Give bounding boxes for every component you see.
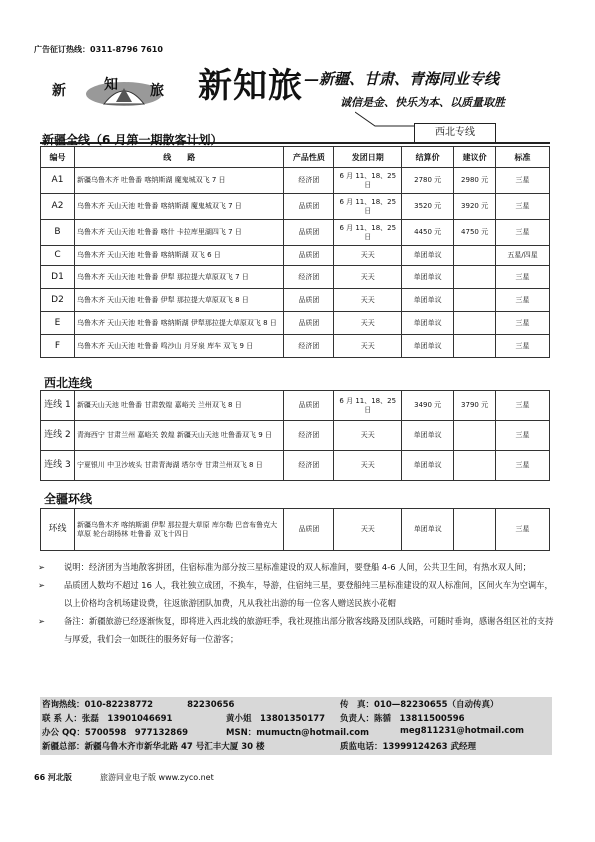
row-id: B	[41, 220, 75, 246]
row-settle: 单团单议	[402, 246, 454, 266]
row-type: 经济团	[284, 421, 334, 451]
contact-hq: 新疆总部：新疆乌鲁木齐市新华北路 47 号汇丰大厦 30 楼	[42, 742, 265, 752]
xinjiang-table	[40, 146, 550, 358]
row-route: 乌鲁木齐 天山天池 吐鲁番 鸣沙山 月牙泉 库车 双飞 9 日	[74, 335, 284, 358]
row-std: 三星	[496, 391, 550, 421]
bullet-arrow-icon: ➢	[38, 562, 45, 572]
row-settle: 单团单议	[402, 509, 454, 551]
row-date: 6 月 11、18、25 日	[334, 391, 402, 421]
row-date: 6 月 11、18、25 日	[334, 220, 402, 246]
row-id: 环线	[41, 509, 75, 551]
note-text: 品质团人数均不超过 16 人，我社独立成团，不换车，导游，住宿纯三星，要登船纯三星标准建设的双人标准间，区间火车为空调车，以上价格均含机场建设费，往返旅游团队加费，凡从我社出游的每一位客人赠送民族小花帽	[64, 580, 553, 608]
table-row	[41, 312, 550, 335]
row-id: D1	[41, 266, 75, 289]
table-row	[41, 194, 550, 220]
row-route: 乌鲁木齐 天山天池 吐鲁番 喀纳斯湖 双飞 6 日	[74, 246, 284, 266]
contact-qq: 办公 QQ：5700598 977132869	[42, 728, 189, 738]
table-row	[41, 266, 550, 289]
logo-char-1: 新	[52, 83, 66, 99]
header-cell: 编号	[41, 147, 75, 168]
row-std: 三星	[496, 266, 550, 289]
northwest-table	[40, 390, 550, 481]
header-cell: 产品性质	[284, 147, 334, 168]
contact-email: meg811231@hotmail.com	[400, 726, 525, 736]
table-row	[41, 246, 550, 266]
row-id: 连线 2	[41, 421, 75, 451]
row-std: 三星	[496, 289, 550, 312]
row-type: 经济团	[284, 335, 334, 358]
row-suggest: 2980 元	[454, 168, 496, 194]
row-suggest: 3920 元	[454, 194, 496, 220]
table-row	[41, 335, 550, 358]
row-std: 三星	[496, 312, 550, 335]
row-date: 天天	[334, 312, 402, 335]
row-type: 经济团	[284, 168, 334, 194]
row-route: 青海西宁 甘肃兰州 嘉峪关 敦煌 新疆天山天池 吐鲁番双飞 9 日	[74, 421, 283, 451]
contact-msn: MSN：mumuctn@hotmail.com	[226, 728, 370, 738]
xinjiang-title: 新疆全线（6 月第一期散客计划）	[42, 133, 223, 147]
table-row	[41, 421, 550, 451]
row-settle: 单团单议	[402, 312, 454, 335]
row-id: 连线 1	[41, 391, 75, 421]
row-date: 天天	[334, 266, 402, 289]
row-settle: 单团单议	[402, 335, 454, 358]
note-item	[38, 612, 558, 648]
row-type: 品质团	[284, 220, 334, 246]
contact-quality: 质监电话：13999124263 武经理	[340, 742, 477, 752]
row-date: 天天	[334, 335, 402, 358]
row-type: 品质团	[284, 312, 334, 335]
row-id: C	[41, 246, 75, 266]
row-suggest	[454, 289, 496, 312]
row-std: 三星	[496, 168, 550, 194]
row-route: 乌鲁木齐 天山天池 吐鲁番 伊犁 那拉提大草原双飞 7 日	[74, 266, 284, 289]
row-suggest: 3790 元	[454, 391, 496, 421]
row-date: 天天	[334, 246, 402, 266]
header-cell: 建议价	[454, 147, 496, 168]
table-row	[41, 220, 550, 246]
row-id: 连线 3	[41, 451, 75, 481]
row-settle: 单团单议	[402, 451, 454, 481]
contact-person-1: 联 系 人：张磊 13901046691	[42, 714, 173, 724]
row-type: 经济团	[284, 451, 334, 481]
northwest-title: 西北连线	[44, 376, 93, 390]
row-route: 宁夏银川 中卫沙坡头 甘肃青海湖 塔尔寺 甘肃兰州双飞 8 日	[74, 451, 283, 481]
row-id: A2	[41, 194, 75, 220]
brand-slogan: —新疆、甘肃、青海同业专线	[304, 70, 500, 88]
header-cell: 结算价	[402, 147, 454, 168]
northwest-tag: 西北专线	[414, 123, 496, 143]
row-suggest	[454, 246, 496, 266]
row-std: 五星/四星	[496, 246, 550, 266]
row-suggest	[454, 266, 496, 289]
row-std: 三星	[496, 220, 550, 246]
row-route: 乌鲁木齐 天山天池 吐鲁番 喀纳斯湖 伊犁那拉提大草原双飞 8 日	[74, 312, 284, 335]
notes	[38, 558, 558, 648]
note-text: 备注：新疆旅游已经逐渐恢复，即将进入西北线的旅游旺季，我社现推出部分散客线路及团队线路，可随时垂询，感谢各组区社的支持与厚爱，我们会一如既往的服务好每一位游客；	[64, 616, 554, 644]
ad-hotline: 广告征订热线：0311-8796 7610	[34, 45, 163, 54]
table-row	[41, 451, 550, 481]
note-text: 说明：经济团为当地散客拼团，住宿标准为部分按三星标准建设的双人标准间，要登船 4-6 人间，公共卫生间，有热水双人间；	[64, 562, 531, 572]
row-date: 天天	[334, 509, 402, 551]
row-std: 三星	[496, 451, 550, 481]
note-item	[38, 576, 558, 612]
row-suggest	[454, 335, 496, 358]
row-settle: 3520 元	[402, 194, 454, 220]
brand-subslogan: 诚信是金、快乐为本、以质量取胜	[340, 96, 505, 109]
contact-panel	[40, 697, 552, 755]
loop-title: 全疆环线	[44, 492, 93, 506]
row-route: 乌鲁木齐 天山天池 吐鲁番 喀纳斯湖 魔鬼城双飞 7 日	[74, 194, 284, 220]
header-cell: 发团日期	[334, 147, 402, 168]
bullet-arrow-icon: ➢	[38, 580, 45, 590]
header-cell: 线 路	[74, 147, 284, 168]
row-settle: 4450 元	[402, 220, 454, 246]
row-route: 乌鲁木齐 天山天池 吐鲁番 喀什 卡拉库里湖四飞 7 日	[74, 220, 284, 246]
row-type: 品质团	[284, 246, 334, 266]
row-type: 品质团	[284, 289, 334, 312]
row-type: 品质团	[284, 391, 334, 421]
row-settle: 单团单议	[402, 266, 454, 289]
row-std: 三星	[496, 335, 550, 358]
row-suggest	[454, 451, 496, 481]
contact-person-2: 黄小姐 13801350177	[226, 714, 326, 724]
row-std: 三星	[496, 509, 550, 551]
row-date: 天天	[334, 421, 402, 451]
row-date: 6 月 11、18、25 日	[334, 168, 402, 194]
contact-manager: 负责人：陈循 13811500596	[340, 714, 465, 724]
table-row	[41, 168, 550, 194]
row-suggest	[454, 312, 496, 335]
row-suggest	[454, 421, 496, 451]
row-route: 新疆天山天池 吐鲁番 甘肃敦煌 嘉峪关 兰州双飞 8 日	[74, 391, 283, 421]
row-id: D2	[41, 289, 75, 312]
footer-page: 66 河北版	[34, 773, 72, 782]
loop-table	[40, 508, 550, 551]
row-id: A1	[41, 168, 75, 194]
logo-artwork	[46, 72, 196, 118]
brand-name: 新知旅	[198, 66, 303, 106]
row-suggest: 4750 元	[454, 220, 496, 246]
note-item	[38, 558, 558, 576]
row-route: 新疆乌鲁木齐 吐鲁番 喀纳斯湖 魔鬼城双飞 7 日	[74, 168, 284, 194]
table-row	[41, 391, 550, 421]
row-id: F	[41, 335, 75, 358]
row-type: 经济团	[284, 266, 334, 289]
table-header-row	[41, 147, 550, 168]
row-id: E	[41, 312, 75, 335]
row-settle: 2780 元	[402, 168, 454, 194]
row-settle: 单团单议	[402, 289, 454, 312]
contact-hotline: 咨询热线：010-82238772 82230656	[42, 700, 235, 710]
contact-fax: 传 真：010—82230655（自动传真）	[340, 700, 499, 710]
row-settle: 单团单议	[402, 421, 454, 451]
row-date: 天天	[334, 451, 402, 481]
row-date: 天天	[334, 289, 402, 312]
row-std: 三星	[496, 194, 550, 220]
row-date: 6 月 11、18、25 日	[334, 194, 402, 220]
logo-char-2: 知	[104, 77, 118, 93]
row-settle: 3490 元	[402, 391, 454, 421]
table-row	[41, 509, 550, 551]
bullet-arrow-icon: ➢	[38, 616, 45, 626]
footer-site: 旅游同业电子版 www.zyco.net	[100, 773, 214, 782]
table-row	[41, 289, 550, 312]
row-route: 新疆乌鲁木齐 喀纳斯湖 伊犁 那拉提大草原 库尔勒 巴音布鲁克大草原 轮台胡杨林 吐鲁番 双飞十四日	[74, 509, 284, 551]
row-type: 品质团	[284, 509, 334, 551]
row-type: 品质团	[284, 194, 334, 220]
row-suggest	[454, 509, 496, 551]
row-route: 乌鲁木齐 天山天池 吐鲁番 伊犁 那拉提大草原双飞 8 日	[74, 289, 284, 312]
header-cell: 标准	[496, 147, 550, 168]
logo-char-3: 旅	[150, 83, 164, 99]
row-std: 三星	[496, 421, 550, 451]
